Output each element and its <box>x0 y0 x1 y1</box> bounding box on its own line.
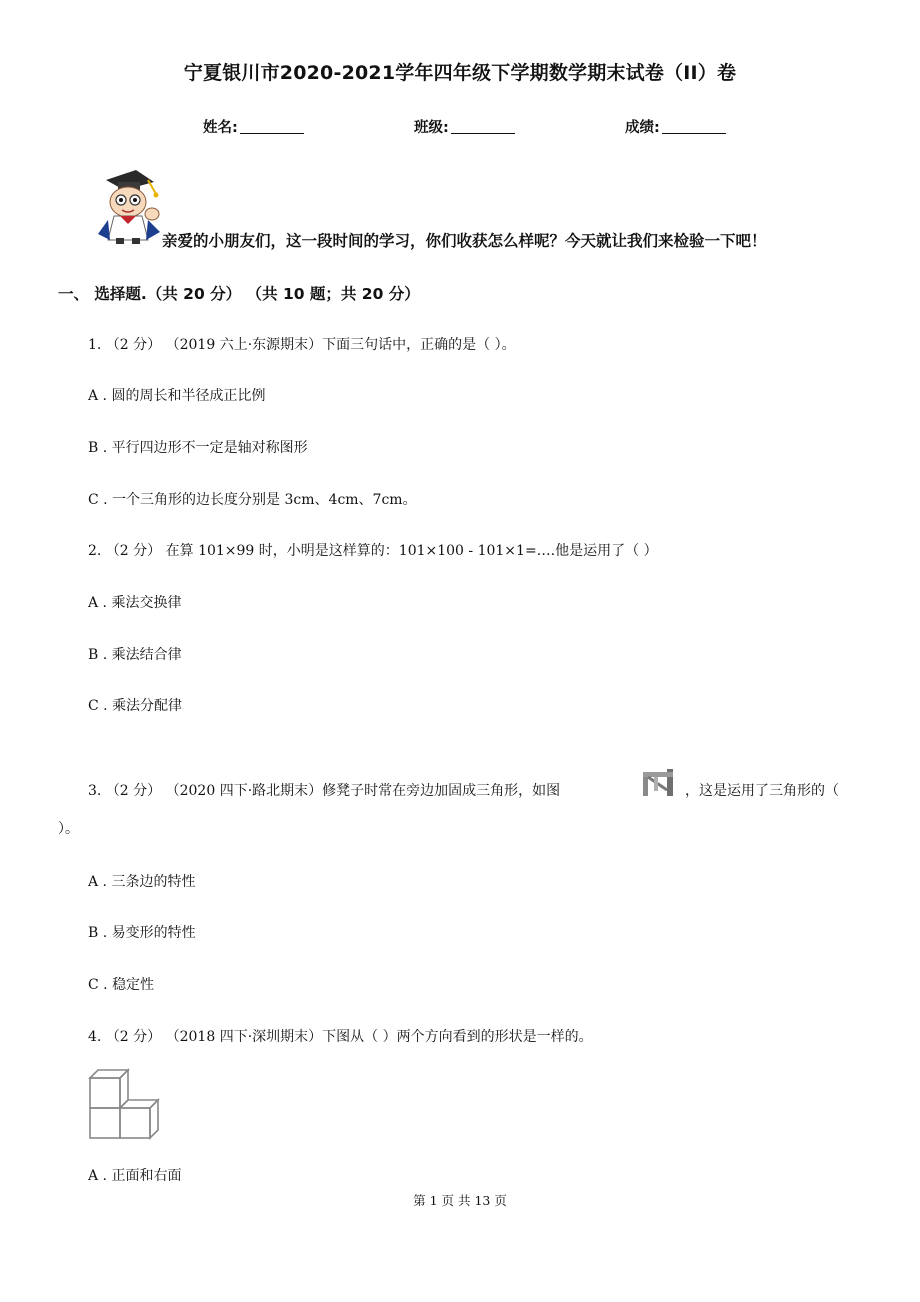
stool-triangle-figure-icon <box>641 768 677 798</box>
question-1-option-b[interactable]: B . 平行四边形不一定是轴对称图形 <box>88 440 308 456</box>
score-blank[interactable] <box>662 119 726 134</box>
question-2-option-b[interactable]: B . 乘法结合律 <box>88 647 182 663</box>
question-3-option-a[interactable]: A . 三条边的特性 <box>88 874 196 890</box>
class-field[interactable] <box>414 116 515 137</box>
cube-stack-figure-icon <box>86 1066 172 1140</box>
question-3-part-1: 3. （2 分） （2020 四下·路北期末）修凳子时常在旁边加固成三角形，如图 <box>88 783 561 799</box>
class-label: 班级: <box>414 120 449 136</box>
question-3-option-c[interactable]: C . 稳定性 <box>88 977 155 993</box>
name-field[interactable] <box>203 116 304 137</box>
score-field[interactable] <box>625 116 726 137</box>
question-1-option-c[interactable]: C . 一个三角形的边长度分别是 3cm、4cm、7cm。 <box>88 492 417 508</box>
name-label: 姓名: <box>203 120 238 136</box>
name-blank[interactable] <box>240 119 304 134</box>
question-3-part-3: ）。 <box>58 821 79 837</box>
page-title: 宁夏银川市2020-2021学年四年级下学期数学期末试卷（II）卷 <box>183 62 737 84</box>
section-title: 一、 选择题.（共 20 分） （共 10 题；共 20 分） <box>58 285 420 303</box>
question-1: 1. （2 分） （2019 六上·东源期末）下面三句话中，正确的是（ ）。 <box>88 337 516 353</box>
question-3-option-b[interactable]: B . 易变形的特性 <box>88 925 196 941</box>
question-3-part-2: ，这是运用了三角形的（ <box>685 783 839 799</box>
question-2-option-a[interactable]: A . 乘法交换律 <box>88 595 182 611</box>
question-4-option-a[interactable]: A . 正面和右面 <box>88 1168 182 1184</box>
question-4: 4. （2 分） （2018 四下·深圳期末）下图从（ ）两个方向看到的形状是一样的。 <box>88 1029 593 1045</box>
question-1-option-a[interactable]: A . 圆的周长和半径成正比例 <box>88 388 266 404</box>
cartoon-doctor-mascot-icon <box>92 168 168 246</box>
score-label: 成绩: <box>625 120 660 136</box>
question-2: 2. （2 分） 在算 101×99 时，小明是这样算的：101×100 - 101×1=….他是运用了（ ） <box>88 543 658 559</box>
page-footer: 第 1 页 共 13 页 <box>413 1193 507 1208</box>
greeting-text: 亲爱的小朋友们，这一段时间的学习，你们收获怎么样呢？今天就让我们来检验一下吧！ <box>162 232 767 250</box>
question-2-option-c[interactable]: C . 乘法分配律 <box>88 698 183 714</box>
class-blank[interactable] <box>451 119 515 134</box>
